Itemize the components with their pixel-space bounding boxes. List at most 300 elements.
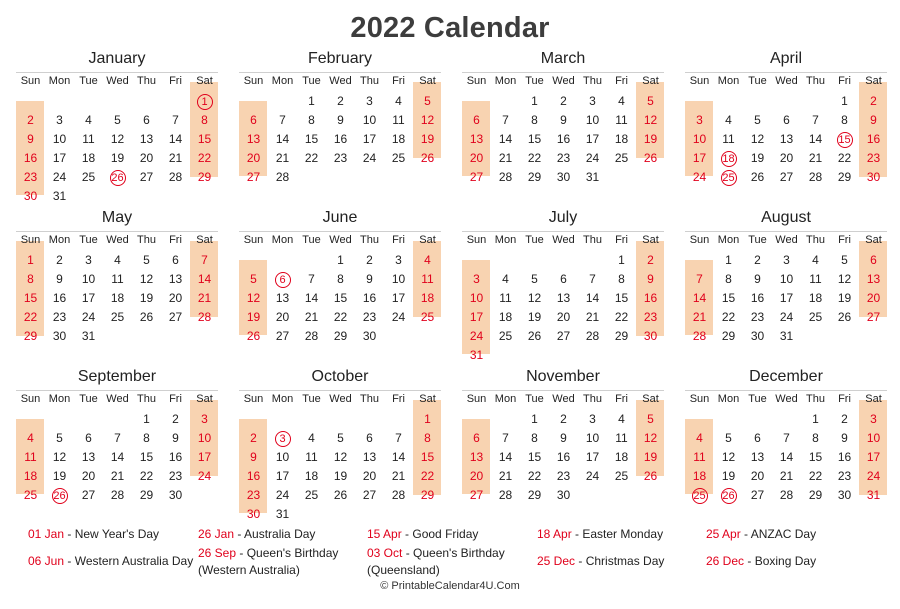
footer-credit: © PrintableCalendar4U.Com (380, 580, 520, 592)
day-cell: 10 (362, 112, 377, 127)
day-cell: 28 (168, 169, 183, 184)
day-cell: 21 (304, 309, 319, 324)
day-cell: 22 (197, 150, 212, 165)
weekday-label: Sat (865, 75, 882, 87)
weekday-label: Sun (20, 234, 41, 246)
month-march (462, 50, 664, 210)
day-cell: 4 (502, 271, 509, 286)
day-cell: 5 (143, 253, 150, 267)
holiday-circle: 6 (275, 272, 291, 288)
day-cell (830, 130, 859, 148)
weekday-label: Tue (525, 393, 544, 405)
day-cell: 14 (168, 131, 183, 146)
holiday-entry (537, 553, 705, 570)
day-cell: 7 (812, 112, 819, 127)
day-cell: 30 (246, 506, 261, 521)
weekday-label: Wed (775, 393, 798, 405)
day-cell: 17 (779, 290, 794, 305)
month-name: October (311, 368, 369, 385)
day-cell: 9 (560, 430, 567, 445)
day-cell: 7 (502, 430, 509, 445)
day-cell: 6 (366, 430, 373, 445)
day-cell: 22 (304, 150, 319, 165)
day-cell: 8 (424, 430, 431, 445)
day-cell: 31 (779, 328, 794, 343)
day-cell: 5 (647, 412, 654, 426)
day-cell: 19 (527, 309, 542, 324)
day-cell: 27 (246, 169, 261, 184)
holiday-name: New Year's Day (74, 527, 160, 541)
day-cell: 21 (275, 150, 290, 165)
day-cell: 16 (333, 131, 348, 146)
day-cell: 3 (366, 94, 373, 108)
weekday-label: Mon (717, 75, 740, 87)
holiday-name: ANZAC Day (750, 527, 817, 541)
day-cell: 4 (114, 253, 121, 267)
holiday-separator: - (64, 554, 75, 568)
day-cell: 13 (556, 290, 571, 305)
holiday-date: 26 Sep (198, 546, 237, 560)
holiday-circle: 1 (197, 94, 213, 110)
day-cell: 11 (615, 430, 628, 445)
day-cell: 21 (779, 468, 794, 483)
weekday-label: Thu (137, 393, 156, 405)
day-cell: 26 (643, 468, 658, 483)
day-cell (190, 92, 219, 110)
day-cell: 4 (725, 112, 732, 127)
day-cell: 28 (779, 487, 794, 502)
day-cell: 11 (421, 271, 434, 286)
day-cell: 23 (556, 468, 571, 483)
month-name: January (88, 50, 146, 67)
day-cell: 11 (24, 449, 37, 464)
day-cell: 11 (615, 112, 628, 127)
weekday-label: Fri (838, 234, 851, 246)
day-cell: 9 (647, 271, 654, 286)
weekday-label: Tue (79, 393, 98, 405)
day-cell: 31 (585, 169, 600, 184)
day-cell: 4 (308, 430, 315, 445)
weekday-label: Sun (466, 393, 487, 405)
day-cell: 18 (110, 290, 125, 305)
day-cell: 21 (168, 150, 183, 165)
holiday-date: 03 Oct (367, 546, 403, 560)
weekday-label: Tue (79, 234, 98, 246)
day-cell: 20 (81, 468, 96, 483)
day-cell: 19 (246, 309, 261, 324)
day-cell: 4 (85, 112, 92, 127)
weekday-label: Wed (329, 393, 352, 405)
day-cell: 25 (420, 309, 435, 324)
weekday-label: Sat (865, 234, 882, 246)
day-cell: 14 (498, 449, 513, 464)
day-cell: 4 (27, 430, 34, 445)
day-cell: 22 (333, 309, 348, 324)
day-cell: 18 (614, 131, 629, 146)
holiday-circle: 3 (275, 431, 291, 447)
day-cell: 27 (469, 487, 484, 502)
weekday-label: Sat (196, 393, 213, 405)
day-cell: 6 (754, 430, 761, 445)
weekday-label: Mon (717, 393, 740, 405)
day-cell: 24 (197, 468, 212, 483)
day-cell: 19 (333, 468, 348, 483)
holiday-entry (367, 526, 535, 543)
weekday-label: Wed (106, 393, 129, 405)
day-cell: 31 (866, 487, 881, 502)
day-cell: 23 (246, 487, 261, 502)
weekday-label: Mon (494, 393, 517, 405)
weekday-label: Thu (360, 75, 379, 87)
holiday-date: 18 Apr (537, 527, 572, 541)
weekday-label: Thu (360, 234, 379, 246)
header-divider (239, 231, 441, 232)
header-divider (685, 390, 887, 391)
month-august (685, 209, 887, 369)
holiday-date: 06 Jun (28, 554, 65, 568)
day-cell: 20 (168, 290, 183, 305)
day-cell: 24 (866, 468, 881, 483)
weekday-label: Sun (466, 234, 487, 246)
day-cell: 29 (837, 169, 852, 184)
day-cell: 29 (527, 487, 542, 502)
day-cell: 25 (304, 487, 319, 502)
day-cell: 24 (52, 169, 67, 184)
day-cell: 10 (275, 449, 290, 464)
weekday-label: Fri (392, 75, 405, 87)
weekday-label: Thu (806, 393, 825, 405)
holiday-date: 01 Jan (28, 527, 65, 541)
weekday-label: Thu (360, 393, 379, 405)
day-cell: 27 (275, 328, 290, 343)
weekday-label: Fri (615, 234, 628, 246)
day-cell: 15 (420, 449, 435, 464)
day-cell: 14 (808, 131, 823, 146)
day-cell: 30 (866, 169, 881, 184)
day-cell: 26 (527, 328, 542, 343)
day-cell: 20 (779, 150, 794, 165)
day-cell: 14 (197, 271, 212, 286)
day-cell: 8 (531, 112, 538, 127)
holiday-separator: - (575, 554, 586, 568)
day-cell: 5 (56, 430, 63, 445)
day-cell: 13 (866, 271, 881, 286)
holiday-entry (706, 526, 874, 543)
day-cell: 30 (750, 328, 765, 343)
day-cell: 12 (837, 271, 852, 286)
day-cell (103, 168, 132, 186)
weekday-label: Wed (106, 234, 129, 246)
day-cell: 5 (531, 271, 538, 286)
day-cell: 2 (250, 430, 257, 445)
day-cell: 13 (168, 271, 183, 286)
header-divider (16, 72, 218, 73)
day-cell: 3 (56, 112, 63, 127)
day-cell: 2 (172, 412, 179, 426)
day-cell (714, 486, 743, 504)
day-cell: 17 (585, 131, 600, 146)
weekday-label: Sat (642, 75, 659, 87)
day-cell: 16 (556, 449, 571, 464)
day-cell: 28 (692, 328, 707, 343)
weekday-label: Mon (494, 234, 517, 246)
day-cell: 21 (498, 150, 513, 165)
day-cell: 15 (333, 290, 348, 305)
day-cell: 8 (201, 112, 208, 127)
day-cell: 2 (560, 412, 567, 426)
weekday-label: Fri (169, 75, 182, 87)
day-cell: 8 (308, 112, 315, 127)
day-cell: 14 (304, 290, 319, 305)
weekday-label: Mon (271, 75, 294, 87)
day-cell: 1 (618, 253, 625, 267)
day-cell: 28 (808, 169, 823, 184)
day-cell: 7 (502, 112, 509, 127)
weekday-label: Wed (552, 234, 575, 246)
day-cell: 3 (870, 412, 877, 426)
weekday-label: Sun (689, 75, 710, 87)
day-cell: 21 (692, 309, 707, 324)
day-cell: 6 (250, 112, 257, 127)
day-cell: 14 (779, 449, 794, 464)
header-divider (685, 231, 887, 232)
day-cell: 16 (556, 131, 571, 146)
day-cell: 12 (721, 449, 736, 464)
month-april (685, 50, 887, 210)
month-december (685, 368, 887, 528)
day-cell: 4 (618, 412, 625, 426)
day-cell: 5 (114, 112, 121, 127)
day-cell: 9 (250, 449, 257, 464)
header-divider (462, 231, 664, 232)
day-cell: 16 (168, 449, 183, 464)
day-cell: 7 (279, 112, 286, 127)
day-cell: 22 (837, 150, 852, 165)
day-cell: 10 (866, 430, 881, 445)
day-cell: 19 (750, 150, 765, 165)
day-cell: 20 (469, 468, 484, 483)
weekday-label: Sat (196, 75, 213, 87)
day-cell: 10 (469, 290, 484, 305)
day-cell: 29 (420, 487, 435, 502)
day-cell: 25 (81, 169, 96, 184)
day-cell: 15 (197, 131, 212, 146)
day-cell: 28 (304, 328, 319, 343)
day-cell: 27 (750, 487, 765, 502)
day-cell: 6 (473, 430, 480, 445)
month-february (239, 50, 441, 210)
day-cell: 5 (725, 430, 732, 445)
day-cell: 8 (618, 271, 625, 286)
day-cell: 5 (424, 94, 431, 108)
day-cell: 30 (168, 487, 183, 502)
day-cell: 29 (808, 487, 823, 502)
day-cell: 13 (139, 131, 154, 146)
weekday-label: Thu (806, 75, 825, 87)
day-cell: 19 (110, 150, 125, 165)
day-cell: 12 (246, 290, 261, 305)
day-cell: 15 (721, 290, 736, 305)
weekday-label: Wed (552, 393, 575, 405)
day-cell: 28 (275, 169, 290, 184)
day-cell: 3 (589, 94, 596, 108)
day-cell: 4 (395, 94, 402, 108)
weekday-label: Fri (392, 393, 405, 405)
day-cell: 8 (27, 271, 34, 286)
weekday-label: Thu (583, 393, 602, 405)
day-cell: 29 (614, 328, 629, 343)
day-cell: 24 (692, 169, 707, 184)
day-cell: 30 (837, 487, 852, 502)
day-cell: 22 (721, 309, 736, 324)
day-cell: 3 (201, 412, 208, 426)
day-cell: 11 (499, 290, 512, 305)
month-name: April (769, 50, 802, 67)
holiday-separator: - (236, 546, 247, 560)
day-cell: 14 (391, 449, 406, 464)
weekday-label: Sun (243, 393, 264, 405)
day-cell: 9 (754, 271, 761, 286)
day-cell: 21 (585, 309, 600, 324)
day-cell: 23 (23, 169, 38, 184)
weekday-label: Sat (865, 393, 882, 405)
header-divider (685, 72, 887, 73)
weekday-label: Sun (243, 75, 264, 87)
holiday-circle: 26 (53, 489, 66, 502)
holiday-entry (28, 526, 196, 543)
day-cell: 9 (870, 112, 877, 127)
weekday-label: Sun (689, 393, 710, 405)
day-cell: 23 (643, 309, 658, 324)
day-cell: 13 (275, 290, 290, 305)
day-cell: 11 (809, 271, 822, 286)
month-name: December (749, 368, 823, 385)
day-cell: 23 (866, 150, 881, 165)
holiday-date: 26 Jan (198, 527, 235, 541)
weekday-label: Thu (137, 234, 156, 246)
day-cell: 15 (808, 449, 823, 464)
holiday-entry (706, 553, 874, 570)
day-cell: 2 (27, 112, 34, 127)
day-cell: 2 (56, 253, 63, 267)
day-cell: 30 (23, 188, 38, 203)
day-cell: 9 (841, 430, 848, 445)
day-cell: 14 (275, 131, 290, 146)
weekday-label: Fri (169, 393, 182, 405)
day-cell: 28 (585, 328, 600, 343)
day-cell: 12 (110, 131, 125, 146)
weekday-label: Mon (48, 393, 71, 405)
weekday-label: Tue (525, 234, 544, 246)
day-cell: 4 (696, 430, 703, 445)
header-divider (462, 72, 664, 73)
day-cell: 26 (750, 169, 765, 184)
day-cell: 20 (866, 290, 881, 305)
day-cell: 19 (420, 131, 435, 146)
day-cell: 27 (779, 169, 794, 184)
weekday-label: Fri (392, 234, 405, 246)
day-cell: 20 (275, 309, 290, 324)
day-cell: 13 (469, 131, 484, 146)
holiday-name: Good Friday (412, 527, 479, 541)
day-cell: 19 (721, 468, 736, 483)
day-cell: 7 (589, 271, 596, 286)
day-cell: 26 (139, 309, 154, 324)
day-cell: 8 (337, 271, 344, 286)
header-divider (462, 390, 664, 391)
day-cell: 23 (333, 150, 348, 165)
day-cell: 12 (643, 112, 658, 127)
day-cell: 15 (527, 449, 542, 464)
day-cell: 14 (692, 290, 707, 305)
day-cell: 8 (841, 112, 848, 127)
holiday-name: Western Australia Day (74, 554, 194, 568)
header-divider (16, 390, 218, 391)
day-cell: 20 (469, 150, 484, 165)
day-cell (268, 429, 297, 447)
day-cell: 16 (52, 290, 67, 305)
day-cell: 18 (23, 468, 38, 483)
day-cell: 18 (692, 468, 707, 483)
holiday-separator: - (401, 527, 413, 541)
day-cell: 15 (614, 290, 629, 305)
day-cell: 24 (469, 328, 484, 343)
day-cell: 10 (197, 430, 212, 445)
day-cell: 3 (696, 112, 703, 127)
holiday-name: Easter Monday (582, 527, 664, 541)
day-cell: 16 (837, 449, 852, 464)
weekday-label: Mon (717, 234, 740, 246)
weekday-label: Wed (106, 75, 129, 87)
day-cell: 11 (722, 131, 735, 146)
month-july (462, 209, 664, 369)
weekday-label: Mon (48, 75, 71, 87)
day-cell: 31 (52, 188, 67, 203)
day-cell: 26 (333, 487, 348, 502)
day-cell: 28 (498, 169, 513, 184)
day-cell: 12 (643, 430, 658, 445)
day-cell: 26 (246, 328, 261, 343)
weekday-label: Wed (329, 234, 352, 246)
day-cell: 26 (837, 309, 852, 324)
day-cell: 19 (139, 290, 154, 305)
day-cell: 17 (362, 131, 377, 146)
weekday-label: Fri (615, 75, 628, 87)
day-cell: 27 (362, 487, 377, 502)
weekday-label: Sun (20, 75, 41, 87)
holiday-circle: 26 (111, 171, 124, 184)
day-cell: 4 (424, 253, 431, 267)
weekday-label: Tue (302, 75, 321, 87)
day-cell: 21 (110, 468, 125, 483)
holiday-name: Australia Day (244, 527, 316, 541)
day-cell: 18 (420, 290, 435, 305)
weekday-label: Sun (20, 393, 41, 405)
day-cell: 3 (85, 253, 92, 267)
day-cell: 25 (614, 150, 629, 165)
day-cell: 17 (391, 290, 406, 305)
day-cell: 31 (469, 347, 484, 362)
weekday-label: Tue (748, 393, 767, 405)
day-cell: 22 (139, 468, 154, 483)
day-cell: 8 (812, 430, 819, 445)
holiday-entry (367, 545, 535, 579)
weekday-label: Fri (838, 393, 851, 405)
day-cell: 6 (870, 253, 877, 267)
day-cell: 24 (391, 309, 406, 324)
weekday-label: Sat (642, 393, 659, 405)
day-cell: 21 (498, 468, 513, 483)
